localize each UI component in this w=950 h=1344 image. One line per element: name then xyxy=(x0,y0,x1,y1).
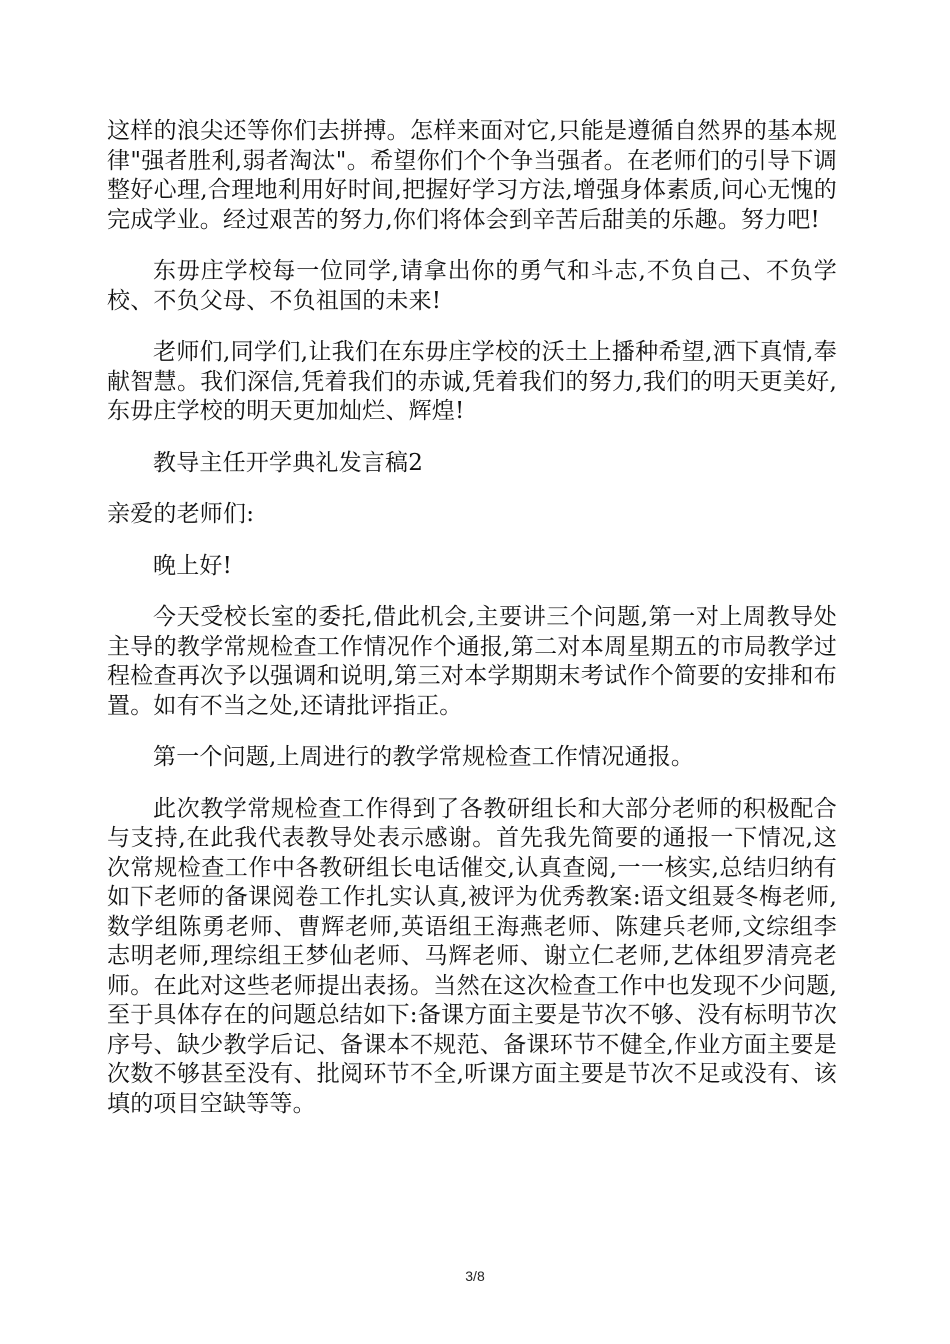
paragraph-closing: 老师们,同学们,让我们在东毋庄学校的沃土上播种希望,洒下真情,奉献智慧。我们深信,凭着我们的赤诚,凭着我们的努力,我们的明天更美好,东毋庄学校的明天更加灿烂、辉煌! xyxy=(107,339,837,424)
section-title: 教导主任开学典礼发言稿2 xyxy=(153,449,424,476)
salutation: 亲爱的老师们: xyxy=(107,501,255,527)
page-number: 3/8 xyxy=(465,1268,485,1284)
paragraph-appeal-students: 东毋庄学校每一位同学,请拿出你的勇气和斗志,不负自己、不负学校、不负父母、不负祖国的未来! xyxy=(107,258,837,314)
paragraph-inspection-report: 此次教学常规检查工作得到了各教研组长和大部分老师的积极配合与支持,在此我代表教导处表示感谢。首先我先简要的通报一下情况,这次常规检查工作中各教研组长电话催交,认真查阅,一一核实,总结归纳有如下老师的备课阅卷工作扎实认真,被评为优秀教案:语文组聂冬梅老师,数学组陈勇老师、曹辉老师,英语组王海燕老师、陈建兵老师,文综组李志明老师,理综组王梦仙老师、马辉老师、谢立仁老师,艺体组罗清亮老师。在此对这些老师提出表扬。当然在这次检查工作中也发现不少问题,至于具体存在的问题总结如下:备课方面主要是节次不够、没有标明节次序号、缺少教学后记、备课本不规范、备课环节不健全,作业方面主要是次数不够甚至没有、批阅环节不全,听课方面主要是节次不足或没有、该填的项目空缺等等。 xyxy=(107,795,837,1117)
paragraph-first-issue: 第一个问题,上周进行的教学常规检查工作情况通报。 xyxy=(153,744,695,770)
paragraph-continuation: 这样的浪尖还等你们去拼搏。怎样来面对它,只能是遵循自然界的基本规律"强者胜利,弱者淘汰"。希望你们个个争当强者。在老师们的引导下调整好心理,合理地利用好时间,把握好学习方法,增强身体素质,问心无愧的完成学业。经过艰苦的努力,你们将体会到辛苦后甜美的乐趣。努力吧! xyxy=(107,118,837,233)
paragraph-introduction: 今天受校长室的委托,借此机会,主要讲三个问题,第一对上周教导处主导的教学常规检查工作情况作个通报,第二对本周星期五的市局教学过程检查再次予以强调和说明,第三对本学期期末考试作个简要的安排和布置。如有不当之处,还请批评指正。 xyxy=(107,604,837,719)
document-body xyxy=(107,117,837,1141)
greeting: 晚上好! xyxy=(153,552,233,579)
